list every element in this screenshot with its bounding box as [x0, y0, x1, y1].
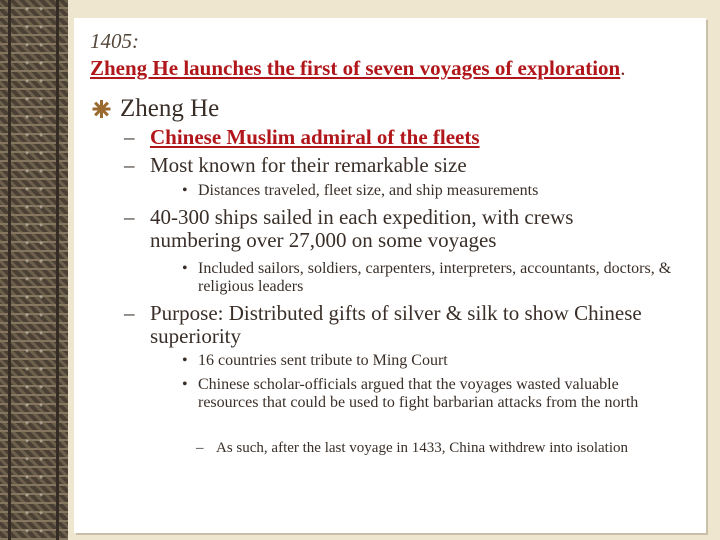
- detail-crew: [182, 260, 696, 296]
- binding-dots: [20, 0, 48, 540]
- slide-panel: [74, 18, 706, 533]
- title-period: .: [620, 56, 626, 80]
- decorative-binding-strip: [0, 0, 68, 540]
- dash-marker: –: [124, 125, 135, 149]
- sub-bullet-size: [124, 154, 684, 177]
- dash-marker: –: [124, 205, 135, 229]
- detail-distances: [182, 182, 662, 200]
- main-bullet-text: Zheng He: [120, 95, 220, 122]
- scholars-text: Chinese scholar-officials argued that the voyages wasted valuable resources that could be used to fight barbarian attacks from the north: [198, 376, 639, 411]
- title-date: 1405:: [90, 29, 139, 53]
- dash-marker: –: [124, 153, 135, 177]
- dash-marker: –: [124, 301, 135, 325]
- dash-marker: –: [196, 440, 204, 456]
- title-headline-line: [90, 55, 702, 82]
- dot-marker: •: [182, 352, 188, 369]
- size-text: Most known for their remarkable size: [150, 153, 467, 177]
- tribute-text: 16 countries sent tribute to Ming Court: [198, 352, 448, 369]
- admiral-text: Chinese Muslim admiral of the fleets: [150, 125, 480, 149]
- dot-marker: •: [182, 182, 188, 199]
- detail-isolation: [196, 440, 646, 457]
- sub-bullet-admiral: [124, 126, 684, 149]
- dot-marker: •: [182, 376, 188, 393]
- ships-text: 40-300 ships sailed in each expedition, with crews numbering over 27,000 on some voyages: [150, 205, 574, 252]
- dot-marker: •: [182, 260, 188, 277]
- distances-text: Distances traveled, fleet size, and ship measurements: [198, 182, 539, 199]
- slide-title: [90, 28, 702, 82]
- sub-bullet-purpose: [124, 302, 644, 348]
- title-headline: Zheng He launches the first of seven voyages of exploration: [90, 56, 621, 80]
- crew-text: Included sailors, soldiers, carpenters, interpreters, accountants, doctors, & religious leaders: [198, 260, 672, 295]
- detail-tribute: [182, 352, 662, 370]
- purpose-text: Purpose: Distributed gifts of silver & silk to show Chinese superiority: [150, 301, 642, 348]
- main-bullet: [92, 94, 219, 124]
- detail-scholars: [182, 376, 670, 412]
- star-bullet-icon: [92, 100, 110, 118]
- sub-bullet-ships: [124, 206, 644, 252]
- isolation-text: As such, after the last voyage in 1433, China withdrew into isolation: [216, 440, 629, 456]
